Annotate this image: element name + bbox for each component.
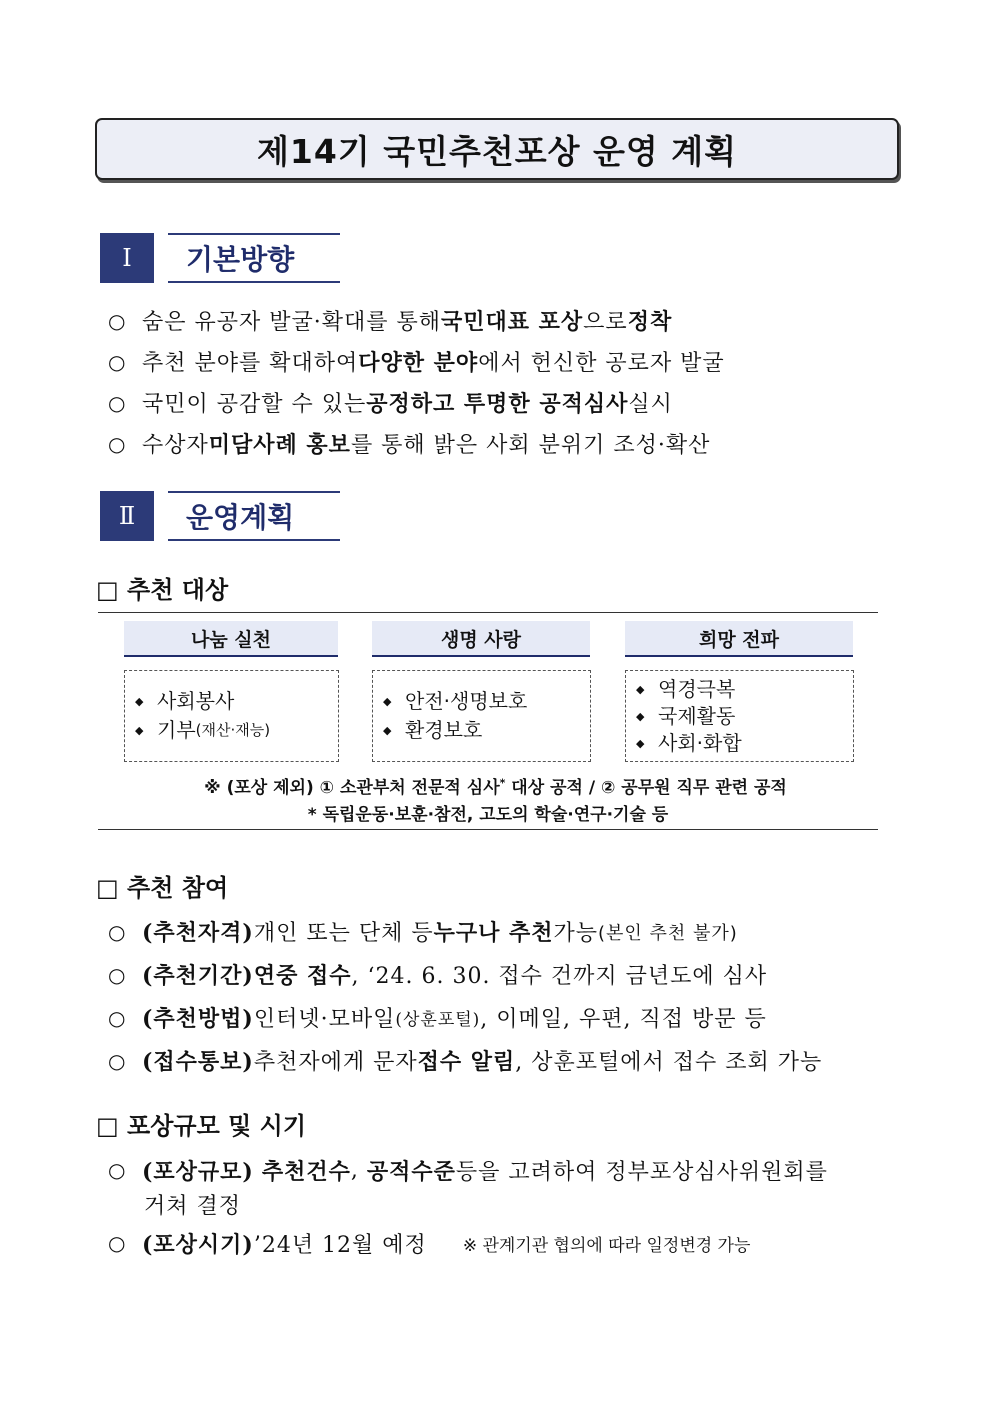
section-1-list	[108, 300, 725, 464]
emphasis: 정착	[627, 309, 673, 335]
scale-list	[108, 1152, 828, 1266]
emphasis: 공정하고 투명한 공적심사	[366, 391, 629, 417]
participation-list	[108, 910, 822, 1082]
exclusion-footnote: * 독립운동·보훈·참전, 고도의 학술·연구·기술 등	[307, 805, 669, 825]
emphasis: 국민대표 포상	[441, 309, 584, 335]
list-item: ○ (접수통보) 추천자에게 문자 접수 알림 , 상훈포털에서 접수 조회 가능	[108, 1048, 823, 1075]
list-item: ○ (포상규모) 추천건수 , 공적수준 등을 고려하여 정부포상심사위원회를	[108, 1157, 828, 1185]
list-item: ○ (추천기간) 연중 접수 , ‘24. 6. 30. 접수 건까지 금년도에 심사	[108, 962, 768, 989]
text: 수상자	[142, 433, 209, 458]
diamond-bullet-icon: ◆	[383, 695, 392, 708]
circle-bullet-icon: ○	[108, 1158, 127, 1182]
circle-bullet-icon: ○	[108, 431, 127, 456]
list-item: ○ (추천방법) 인터넷·모바일 (상훈포털) , 이메일, 우편, 직접 방문 등	[108, 1005, 767, 1032]
circle-bullet-icon: ○	[108, 1048, 127, 1073]
circle-bullet-icon: ○	[108, 919, 127, 944]
text: 를 통해 밝은 사회 분위기 조성·확산	[350, 433, 711, 458]
diamond-bullet-icon: ◆	[135, 724, 144, 737]
text: 으로	[583, 310, 628, 335]
circle-bullet-icon: ○	[108, 349, 127, 374]
category-box	[124, 670, 339, 762]
divider	[98, 612, 878, 613]
circle-bullet-icon: ○	[108, 308, 127, 333]
section-1-number: Ⅰ	[100, 233, 154, 283]
scale-heading: □ 포상규모 및 시기	[96, 1112, 307, 1140]
diamond-bullet-icon: ◆	[636, 709, 645, 723]
list-item	[108, 341, 725, 382]
category-item: ◆ 역경극복	[636, 676, 736, 701]
text: 실시	[628, 392, 673, 417]
category-item: ◆ 기부 (재산·재능)	[135, 716, 328, 745]
page-title: 제14기 국민추천포상 운영 계획	[95, 118, 899, 180]
emphasis: 미담사례 홍보	[208, 432, 351, 458]
category-box	[372, 670, 591, 762]
diamond-bullet-icon: ◆	[636, 736, 645, 750]
category-header: 희망 전파	[625, 621, 853, 657]
exclusion-note: ※ (포상 제외) ① 소관부처 전문적 심사* 대상 공적 / ② 공무원 직무 관련 공적	[204, 776, 787, 798]
category-item: ◆ 사회·화합	[636, 730, 742, 755]
circle-bullet-icon: ○	[108, 1005, 127, 1030]
category-item: ◆ 환경보호	[383, 716, 580, 745]
circle-bullet-icon: ○	[108, 962, 127, 987]
list-item	[108, 300, 725, 341]
category-item: ◆ 안전·생명보호	[383, 687, 580, 716]
list-item	[108, 382, 725, 423]
emphasis: 다양한 분야	[358, 350, 479, 376]
diamond-bullet-icon: ◆	[636, 682, 645, 696]
category-box	[625, 670, 854, 762]
text: 에서 헌신한 공로자 발굴	[478, 351, 725, 376]
section-2-title: 운영계획	[168, 491, 340, 541]
list-item-continuation: 거쳐 결정	[144, 1193, 242, 1219]
diamond-bullet-icon: ◆	[135, 695, 144, 708]
text: 추천 분야를 확대하여	[142, 351, 359, 376]
participation-heading: □ 추천 참여	[96, 874, 229, 902]
diamond-bullet-icon: ◆	[383, 724, 392, 737]
circle-bullet-icon: ○	[108, 390, 127, 415]
list-item: ○ (추천자격) 개인 또는 단체 등 누구나 추천 가능 (본인 추천 불가)	[108, 919, 738, 946]
text: 국민이 공감할 수 있는	[142, 392, 367, 417]
category-item: ◆ 사회봉사	[135, 687, 328, 716]
category-header: 생명 사랑	[372, 621, 590, 657]
circle-bullet-icon: ○	[108, 1231, 127, 1255]
text: 숨은 유공자 발굴·확대를 통해	[142, 310, 441, 335]
section-1-title: 기본방향	[168, 233, 340, 283]
list-item	[108, 423, 725, 464]
target-heading: □ 추천 대상	[96, 576, 229, 604]
category-item: ◆ 국제활동	[636, 703, 736, 728]
category-header: 나눔 실천	[124, 621, 338, 657]
divider	[98, 829, 878, 830]
section-2-number: Ⅱ	[100, 491, 154, 541]
list-item: ○ (포상시기) ’24년 12월 예정 ※ 관계기관 협의에 따라 일정변경 가능	[108, 1231, 751, 1258]
